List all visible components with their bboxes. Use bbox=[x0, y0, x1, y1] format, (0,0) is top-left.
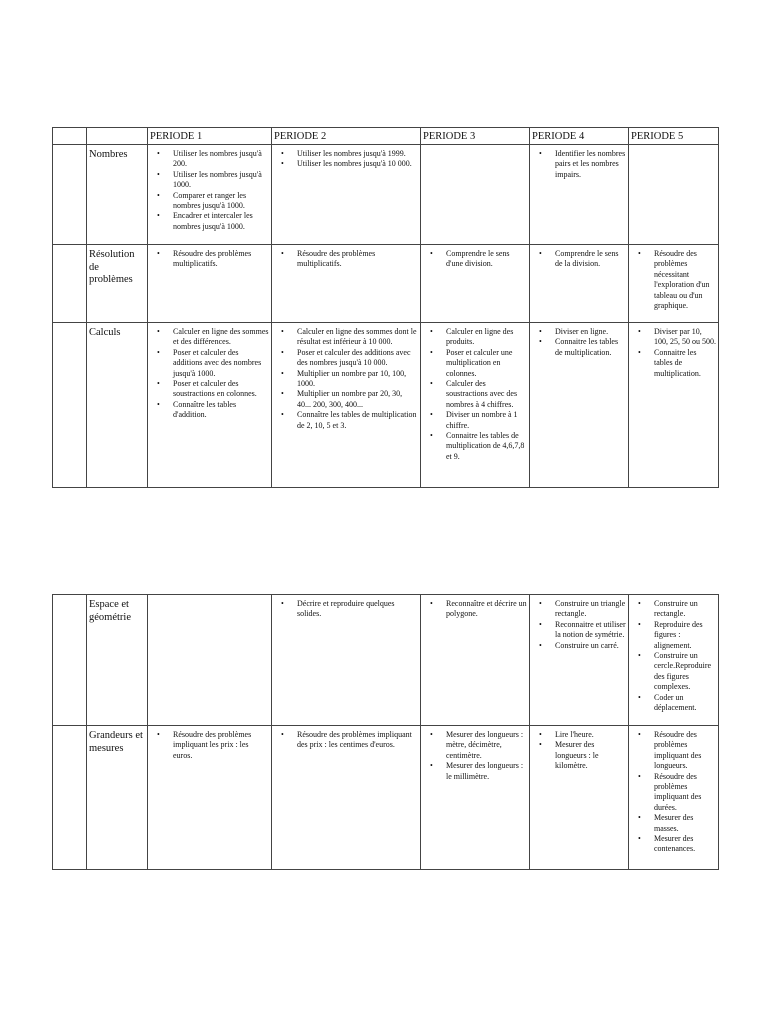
programme-table-2 bbox=[52, 594, 719, 870]
list-item: • Multiplier un nombre par 10, 100, 1000. bbox=[297, 369, 418, 390]
item-list bbox=[631, 249, 716, 311]
list-item: • Lire l'heure. bbox=[555, 730, 626, 740]
row-label-nombres: Nombres bbox=[87, 145, 148, 245]
cell-p4 bbox=[530, 595, 629, 726]
list-item: • Résoudre des problèmes impliquant des prix : les centimes d'euros. bbox=[297, 730, 418, 751]
row-calculs bbox=[53, 323, 719, 488]
row-grandeurs-mesures bbox=[53, 726, 719, 870]
cell-p2 bbox=[272, 726, 421, 870]
list-item: • Diviser en ligne. bbox=[555, 327, 626, 337]
list-item: • Construire un cercle.Reproduire des figures complexes. bbox=[654, 651, 716, 693]
cell-p3 bbox=[421, 323, 530, 488]
row-margin-cell bbox=[53, 595, 87, 726]
item-list bbox=[423, 599, 527, 620]
cell-p1 bbox=[148, 245, 272, 323]
list-item: • Utiliser les nombres jusqu'à 1000. bbox=[173, 170, 269, 191]
item-list bbox=[150, 249, 269, 270]
cell-p5 bbox=[629, 245, 719, 323]
cell-p1 bbox=[148, 726, 272, 870]
list-item: • Résoudre des problèmes nécessitant l'exploration d'un tableau ou d'un graphique. bbox=[654, 249, 716, 311]
row-nombres bbox=[53, 145, 719, 245]
row-label-espace-geometrie: Espace et géométrie bbox=[87, 595, 148, 726]
cell-p2 bbox=[272, 245, 421, 323]
list-item: • Résoudre des problèmes multiplicatifs. bbox=[173, 249, 269, 270]
programme-table-1 bbox=[52, 127, 719, 488]
item-list bbox=[532, 730, 626, 772]
list-item: • Poser et calculer une multiplication en colonnes. bbox=[446, 348, 527, 379]
list-item: • Connaitre les tables de multiplication. bbox=[654, 348, 716, 379]
cell-p1 bbox=[148, 323, 272, 488]
list-item: • Multiplier un nombre par 20, 30, 40... 200, 300, 400... bbox=[297, 389, 418, 410]
row-margin-cell bbox=[53, 145, 87, 245]
cell-p5 bbox=[629, 595, 719, 726]
cell-p1 bbox=[148, 595, 272, 726]
cell-p2 bbox=[272, 323, 421, 488]
item-list bbox=[150, 327, 269, 421]
item-list bbox=[631, 730, 716, 855]
list-item: • Construire un rectangle. bbox=[654, 599, 716, 620]
row-label-resolution-problemes: Résolution de problèmes bbox=[87, 245, 148, 323]
list-item: • Mesurer des longueurs : le kilomètre. bbox=[555, 740, 626, 771]
list-item: • Connaître les tables d'addition. bbox=[173, 400, 269, 421]
list-item: • Reproduire des figures : alignement. bbox=[654, 620, 716, 651]
item-list bbox=[423, 327, 527, 462]
list-item: • Construire un triangle rectangle. bbox=[555, 599, 626, 620]
cell-p4 bbox=[530, 726, 629, 870]
header-row bbox=[53, 128, 719, 145]
list-item: • Identifier les nombres pairs et les nombres impairs. bbox=[555, 149, 626, 180]
list-item: • Connaitre les tables de multiplication de 4,6,7,8 et 9. bbox=[446, 431, 527, 462]
item-list bbox=[423, 249, 527, 270]
list-item: • Comprendre le sens de la division. bbox=[555, 249, 626, 270]
list-item: • Résoudre des problèmes multiplicatifs. bbox=[297, 249, 418, 270]
item-list bbox=[274, 730, 418, 751]
row-label-grandeurs-mesures: Grandeurs et mesures bbox=[87, 726, 148, 870]
cell-p3 bbox=[421, 726, 530, 870]
list-item: • Connaître les tables de multiplication de 2, 10, 5 et 3. bbox=[297, 410, 418, 431]
list-item: • Poser et calculer des additions avec des nombres jusqu'à 10 000. bbox=[297, 348, 418, 369]
header-cell-empty-2 bbox=[87, 128, 148, 145]
list-item: • Mesurer des contenances. bbox=[654, 834, 716, 855]
item-list bbox=[532, 149, 626, 180]
list-item: • Coder un déplacement. bbox=[654, 693, 716, 714]
item-list bbox=[631, 599, 716, 713]
list-item: • Calculer en ligne des sommes et des différences. bbox=[173, 327, 269, 348]
list-item: • Mesurer des masses. bbox=[654, 813, 716, 834]
list-item: • Diviser par 10, 100, 25, 50 ou 500. bbox=[654, 327, 716, 348]
item-list bbox=[150, 149, 269, 232]
cell-p5 bbox=[629, 726, 719, 870]
list-item: • Reconnaître et décrire un polygone. bbox=[446, 599, 527, 620]
cell-p2 bbox=[272, 595, 421, 726]
list-item: • Résoudre des problèmes impliquant des durées. bbox=[654, 772, 716, 814]
item-list bbox=[274, 149, 418, 170]
row-espace-geometrie bbox=[53, 595, 719, 726]
item-list bbox=[631, 327, 716, 379]
cell-p4 bbox=[530, 323, 629, 488]
row-margin-cell bbox=[53, 245, 87, 323]
item-list bbox=[423, 730, 527, 782]
list-item: • Poser et calculer des additions avec des nombres jusqu'à 1000. bbox=[173, 348, 269, 379]
cell-p4 bbox=[530, 145, 629, 245]
row-label-calculs: Calculs bbox=[87, 323, 148, 488]
list-item: • Encadrer et intercaler les nombres jusqu'à 1000. bbox=[173, 211, 269, 232]
list-item: • Comprendre le sens d'une division. bbox=[446, 249, 527, 270]
list-item: • Poser et calculer des soustractions en colonnes. bbox=[173, 379, 269, 400]
item-list bbox=[274, 599, 418, 620]
header-cell-empty-1 bbox=[53, 128, 87, 145]
list-item: • Construire un carré. bbox=[555, 641, 626, 651]
cell-p1 bbox=[148, 145, 272, 245]
item-list bbox=[150, 730, 269, 761]
list-item: • Utiliser les nombres jusqu'à 200. bbox=[173, 149, 269, 170]
header-periode-2: PERIODE 2 bbox=[272, 128, 421, 145]
header-periode-5: PERIODE 5 bbox=[629, 128, 719, 145]
header-periode-3: PERIODE 3 bbox=[421, 128, 530, 145]
cell-p5 bbox=[629, 323, 719, 488]
list-item: • Résoudre des problèmes impliquant des longueurs. bbox=[654, 730, 716, 772]
cell-p3 bbox=[421, 245, 530, 323]
cell-p4 bbox=[530, 245, 629, 323]
list-item: • Décrire et reproduire quelques solides. bbox=[297, 599, 418, 620]
list-item: • Calculer en ligne des produits. bbox=[446, 327, 527, 348]
item-list bbox=[274, 327, 418, 431]
item-list bbox=[532, 599, 626, 651]
cell-p3 bbox=[421, 145, 530, 245]
row-margin-cell bbox=[53, 726, 87, 870]
list-item: • Comparer et ranger les nombres jusqu'à 1000. bbox=[173, 191, 269, 212]
cell-p5 bbox=[629, 145, 719, 245]
list-item: • Mesurer des longueurs : le millimètre. bbox=[446, 761, 527, 782]
list-item: • Calculer des soustractions avec des nombres à 4 chiffres. bbox=[446, 379, 527, 410]
list-item: • Mesurer des longueurs : mètre, décimètre, centimètre. bbox=[446, 730, 527, 761]
row-margin-cell bbox=[53, 323, 87, 488]
list-item: • Diviser un nombre à 1 chiffre. bbox=[446, 410, 527, 431]
list-item: • Reconnaitre et utiliser la notion de symétrie. bbox=[555, 620, 626, 641]
item-list bbox=[532, 249, 626, 270]
list-item: • Calculer en ligne des sommes dont le résultat est inférieur à 10 000. bbox=[297, 327, 418, 348]
cell-p2 bbox=[272, 145, 421, 245]
list-item: • Utiliser les nombres jusqu'à 1999. bbox=[297, 149, 418, 159]
item-list bbox=[532, 327, 626, 358]
header-periode-1: PERIODE 1 bbox=[148, 128, 272, 145]
item-list bbox=[274, 249, 418, 270]
cell-p3 bbox=[421, 595, 530, 726]
header-periode-4: PERIODE 4 bbox=[530, 128, 629, 145]
list-item: • Résoudre des problèmes impliquant les prix : les euros. bbox=[173, 730, 269, 761]
row-resolution-problemes bbox=[53, 245, 719, 323]
list-item: • Utiliser les nombres jusqu'à 10 000. bbox=[297, 159, 418, 169]
list-item: • Connaitre les tables de multiplication. bbox=[555, 337, 626, 358]
